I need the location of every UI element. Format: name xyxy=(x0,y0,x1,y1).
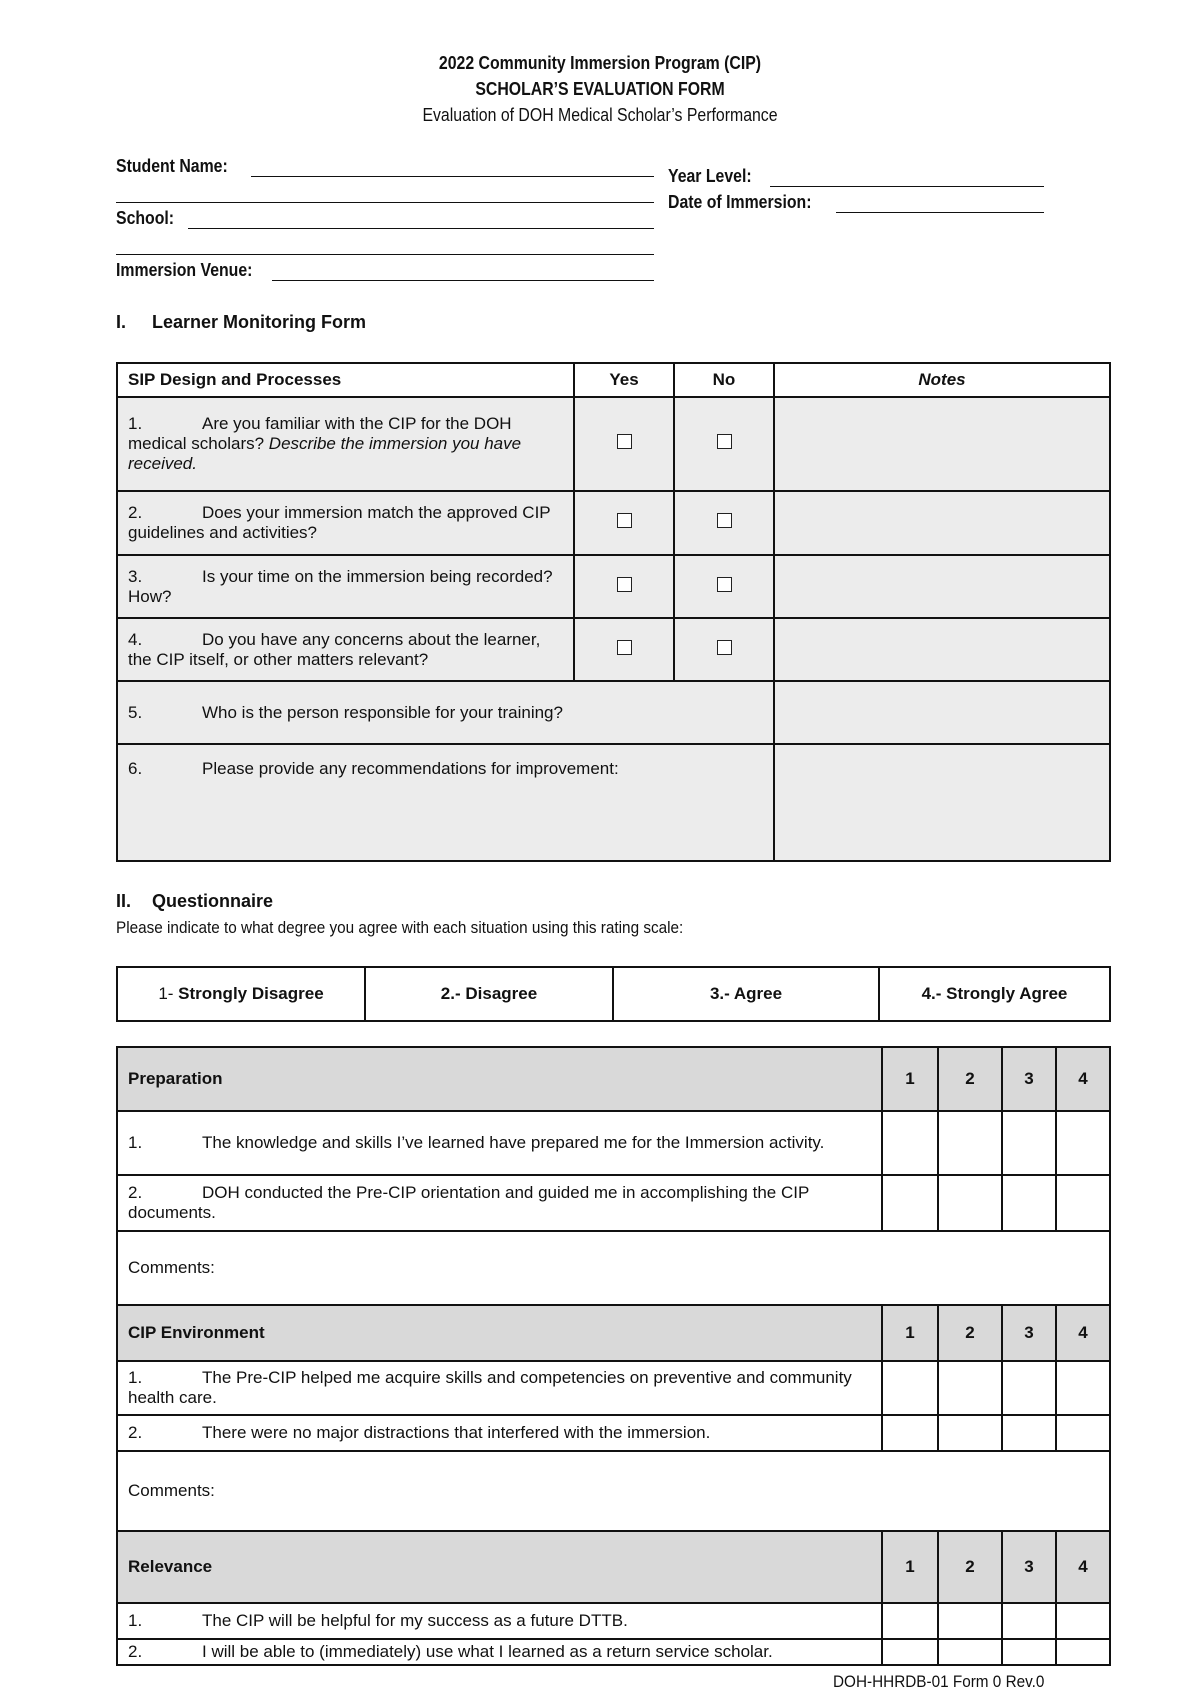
monitoring-row-1 xyxy=(117,397,1110,491)
rating-scale-table xyxy=(116,966,1111,1022)
rating-col-4: 4 xyxy=(1056,1531,1110,1603)
item-number: 2. xyxy=(128,1183,143,1202)
form-footer-code: DOH-HHRDB-01 Form 0 Rev.0 xyxy=(833,1672,1045,1691)
student-name-field[interactable] xyxy=(251,176,654,177)
yes-checkbox[interactable] xyxy=(617,513,632,528)
learner-monitoring-table xyxy=(116,362,1111,862)
questionnaire-row xyxy=(117,1111,1110,1175)
rating-col-3: 3 xyxy=(1002,1531,1056,1603)
no-cell xyxy=(674,491,774,555)
rating-cell-3[interactable] xyxy=(1002,1361,1056,1415)
item-number: 1. xyxy=(128,1133,143,1152)
date-of-immersion-label: Date of Immersion: xyxy=(668,192,812,212)
rating-cell-1[interactable] xyxy=(882,1361,938,1415)
group-header-relevance xyxy=(117,1531,1110,1603)
comments-label: Comments: xyxy=(128,1258,215,1277)
questionnaire-item xyxy=(117,1175,882,1231)
questionnaire-item xyxy=(117,1639,882,1665)
question-number: 1. xyxy=(128,414,143,433)
scale-strongly-disagree xyxy=(117,967,365,1021)
rating-cell-2[interactable] xyxy=(938,1175,1002,1231)
no-cell xyxy=(674,555,774,618)
yes-cell xyxy=(574,397,674,491)
rating-cell-2[interactable] xyxy=(938,1603,1002,1639)
rating-col-4: 4 xyxy=(1056,1047,1110,1111)
monitoring-question-6 xyxy=(117,744,774,861)
notes-cell[interactable] xyxy=(774,555,1110,618)
question-italic-text: Describe the immersion you have received. xyxy=(128,434,522,473)
question-text: Who is the person responsible for your training? xyxy=(202,702,563,722)
rating-cell-2[interactable] xyxy=(938,1361,1002,1415)
student-name-field-continued[interactable] xyxy=(116,202,654,203)
rating-col-4: 4 xyxy=(1056,1305,1110,1361)
scale-disagree: 2.- Disagree xyxy=(365,967,613,1021)
item-text: I will be able to (immediately) use what I learned as a return service scholar. xyxy=(202,1642,773,1661)
questionnaire-item xyxy=(117,1415,882,1451)
comments-cell[interactable] xyxy=(117,1231,1110,1305)
item-text: The knowledge and skills I’ve learned have prepared me for the Immersion activity. xyxy=(202,1133,825,1152)
item-text: DOH conducted the Pre-CIP orientation and guided me in accomplishing the CIP documents. xyxy=(128,1183,809,1222)
comments-label: Comments: xyxy=(128,1481,215,1500)
scale-agree: 3.- Agree xyxy=(613,967,879,1021)
question-text: Please provide any recommendations for improvement: xyxy=(202,759,619,778)
form-header xyxy=(0,50,1200,128)
no-checkbox[interactable] xyxy=(717,577,732,592)
monitoring-row-3 xyxy=(117,555,1110,618)
comments-row xyxy=(117,1451,1110,1531)
notes-cell[interactable] xyxy=(774,397,1110,491)
rating-cell-4[interactable] xyxy=(1056,1415,1110,1451)
immersion-venue-label: Immersion Venue: xyxy=(116,260,253,280)
section-1-title: Learner Monitoring Form xyxy=(152,312,367,332)
rating-col-1: 1 xyxy=(882,1305,938,1361)
questionnaire-row xyxy=(117,1175,1110,1231)
no-checkbox[interactable] xyxy=(717,434,732,449)
scale-label: Strongly Disagree xyxy=(178,984,324,1003)
rating-scale-row xyxy=(117,967,1110,1021)
rating-col-2: 2 xyxy=(938,1047,1002,1111)
rating-cell-3[interactable] xyxy=(1002,1603,1056,1639)
yes-cell xyxy=(574,555,674,618)
rating-cell-4[interactable] xyxy=(1056,1175,1110,1231)
question-number: 3. xyxy=(128,566,143,586)
section-2-number: II. xyxy=(116,891,132,911)
questionnaire-row xyxy=(117,1415,1110,1451)
monitoring-question-3 xyxy=(117,555,574,618)
form-title: 2022 Community Immersion Program (CIP) xyxy=(438,53,762,73)
yes-cell xyxy=(574,491,674,555)
rating-cell-1[interactable] xyxy=(882,1639,938,1665)
group-header-cip-environment xyxy=(117,1305,1110,1361)
group-title: Preparation xyxy=(117,1047,882,1111)
monitoring-row-5 xyxy=(117,681,1110,744)
no-cell xyxy=(674,397,774,491)
rating-col-1: 1 xyxy=(882,1047,938,1111)
question-text: Does your immersion match the approved CIP guidelines and activities? xyxy=(128,503,551,542)
student-name-label: Student Name: xyxy=(116,156,228,176)
year-level-field[interactable] xyxy=(770,186,1044,187)
question-text: Is your time on the immersion being recorded? How? xyxy=(128,566,553,606)
questionnaire-table xyxy=(116,1046,1111,1666)
sip-design-header: SIP Design and Processes xyxy=(117,363,574,397)
item-text: The CIP will be helpful for my success as a future DTTB. xyxy=(202,1611,628,1630)
rating-col-2: 2 xyxy=(938,1531,1002,1603)
item-text: There were no major distractions that interfered with the immersion. xyxy=(202,1423,711,1442)
question-text: Are you familiar with the CIP for the DOH medical scholars? xyxy=(128,414,512,453)
monitoring-question-2 xyxy=(117,491,574,555)
rating-col-3: 3 xyxy=(1002,1047,1056,1111)
rating-cell-1[interactable] xyxy=(882,1415,938,1451)
questionnaire-row xyxy=(117,1639,1110,1665)
question-number: 2. xyxy=(128,503,143,522)
rating-cell-4[interactable] xyxy=(1056,1111,1110,1175)
year-level-label: Year Level: xyxy=(668,166,752,186)
no-checkbox[interactable] xyxy=(717,513,732,528)
monitoring-row-2 xyxy=(117,491,1110,555)
rating-cell-2[interactable] xyxy=(938,1111,1002,1175)
rating-cell-3[interactable] xyxy=(1002,1111,1056,1175)
monitoring-row-6 xyxy=(117,744,1110,861)
school-label: School: xyxy=(116,208,175,228)
monitoring-row-4 xyxy=(117,618,1110,681)
notes-cell[interactable] xyxy=(774,681,1110,744)
item-number: 1. xyxy=(128,1611,143,1630)
notes-header: Notes xyxy=(774,363,1110,397)
no-cell xyxy=(674,618,774,681)
rating-cell-3[interactable] xyxy=(1002,1175,1056,1231)
section-1-heading xyxy=(116,312,366,333)
group-title: CIP Environment xyxy=(117,1305,882,1361)
rating-cell-3[interactable] xyxy=(1002,1415,1056,1451)
form-description: Evaluation of DOH Medical Scholar’s Performance xyxy=(422,105,778,125)
comments-cell[interactable] xyxy=(117,1451,1110,1531)
group-header-preparation xyxy=(117,1047,1110,1111)
student-info-fields xyxy=(116,152,1056,292)
form-subtitle: SCHOLAR’S EVALUATION FORM xyxy=(475,79,725,99)
section-2-title: Questionnaire xyxy=(152,891,274,911)
item-number: 1. xyxy=(128,1368,143,1387)
comments-row xyxy=(117,1231,1110,1305)
question-number: 6. xyxy=(128,759,143,778)
section-1-number: I. xyxy=(116,312,127,332)
no-checkbox[interactable] xyxy=(717,640,732,655)
yes-cell xyxy=(574,618,674,681)
item-number: 2. xyxy=(128,1423,143,1442)
rating-cell-2[interactable] xyxy=(938,1415,1002,1451)
monitoring-question-1 xyxy=(117,397,574,491)
notes-cell[interactable] xyxy=(774,618,1110,681)
questionnaire-row xyxy=(117,1603,1110,1639)
questionnaire-item xyxy=(117,1111,882,1175)
rating-cell-4[interactable] xyxy=(1056,1639,1110,1665)
item-text: The Pre-CIP helped me acquire skills and competencies on preventive and community health care. xyxy=(128,1368,852,1407)
rating-cell-2[interactable] xyxy=(938,1639,1002,1665)
yes-checkbox[interactable] xyxy=(617,640,632,655)
school-field[interactable] xyxy=(188,228,654,229)
rating-col-3: 3 xyxy=(1002,1305,1056,1361)
questionnaire-item xyxy=(117,1361,882,1415)
rating-cell-1[interactable] xyxy=(882,1175,938,1231)
immersion-venue-field[interactable] xyxy=(272,280,654,281)
question-number: 4. xyxy=(128,629,143,649)
yes-header: Yes xyxy=(574,363,674,397)
item-number: 2. xyxy=(128,1642,143,1661)
date-of-immersion-field[interactable] xyxy=(836,212,1044,213)
no-header: No xyxy=(674,363,774,397)
scale-strongly-agree: 4.- Strongly Agree xyxy=(879,967,1110,1021)
monitoring-header-row xyxy=(117,363,1110,397)
rating-cell-1[interactable] xyxy=(882,1111,938,1175)
yes-checkbox[interactable] xyxy=(617,434,632,449)
questionnaire-row xyxy=(117,1361,1110,1415)
rating-col-2: 2 xyxy=(938,1305,1002,1361)
school-field-continued[interactable] xyxy=(116,254,654,255)
question-number: 5. xyxy=(128,702,143,722)
question-text: Do you have any concerns about the learner, the CIP itself, or other matters relevant? xyxy=(128,629,541,669)
monitoring-question-5 xyxy=(117,681,774,744)
yes-checkbox[interactable] xyxy=(617,577,632,592)
questionnaire-item xyxy=(117,1603,882,1639)
notes-cell[interactable] xyxy=(774,744,1110,861)
section-2-instruction: Please indicate to what degree you agree with each situation using this rating scale: xyxy=(116,918,684,937)
rating-cell-1[interactable] xyxy=(882,1603,938,1639)
group-title: Relevance xyxy=(117,1531,882,1603)
rating-cell-3[interactable] xyxy=(1002,1639,1056,1665)
rating-cell-4[interactable] xyxy=(1056,1603,1110,1639)
notes-cell[interactable] xyxy=(774,491,1110,555)
rating-cell-4[interactable] xyxy=(1056,1361,1110,1415)
section-2-heading xyxy=(116,891,273,912)
monitoring-question-4 xyxy=(117,618,574,681)
scale-prefix: 1- xyxy=(158,984,174,1003)
rating-col-1: 1 xyxy=(882,1531,938,1603)
